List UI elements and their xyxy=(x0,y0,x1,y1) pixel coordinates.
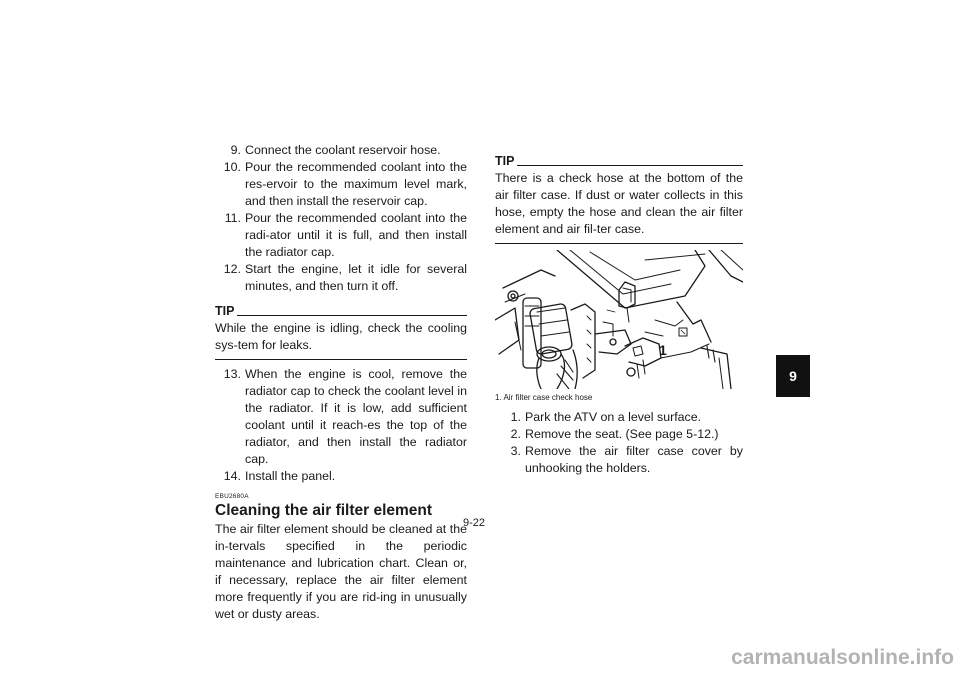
page-number: 9-22 xyxy=(463,517,486,529)
step-1: 1. Park the ATV on a level surface. xyxy=(510,410,702,424)
figure-caption: 1. Air filter case check hose xyxy=(495,393,593,402)
tip-end-rule xyxy=(495,243,743,244)
tip-header xyxy=(495,154,743,168)
section-paragraph: The air filter element should be cleaned at the in-tervals specified in the periodic maintenance and lubrication chart. Clean or, if necessary, replace the air filter element more frequently if you are rid-ing in unusually wet or dusty areas. xyxy=(215,522,467,621)
tip-rule xyxy=(517,165,743,166)
tip-end-rule xyxy=(215,359,467,360)
step-10: 10. Pour the recommended coolant into the res-ervoir to the maximum level mark, and then install the reservoir cap. xyxy=(223,160,467,208)
tip-header xyxy=(215,304,467,318)
step-2: 2. Remove the seat. (See page 5-12.) xyxy=(510,427,719,441)
tip-label: TIP xyxy=(215,304,235,318)
tip-text: While the engine is idling, check the cooling sys-tem for leaks. xyxy=(215,321,467,352)
tip-rule xyxy=(237,315,467,316)
air-filter-illustration xyxy=(495,250,743,389)
section-code: EBU2680A xyxy=(215,493,249,500)
steps-group-a xyxy=(215,142,467,295)
step-13: 13. When the engine is cool, remove the radiator cap to check the coolant level in the radiator. If it is low, add sufficient coolant until it reach-es the top of the radiator, and then install the radiator cap. xyxy=(223,367,467,466)
tip-box-check-hose xyxy=(495,154,743,244)
figure-callout-1: 1 xyxy=(659,342,667,358)
step-3: 3. Remove the air filter case cover by unhooking the holders. xyxy=(510,444,743,475)
tip-box-cooling xyxy=(215,304,467,360)
figure-air-filter-case xyxy=(495,250,743,389)
step-12: 12. Start the engine, let it idle for several minutes, and then turn it off. xyxy=(223,262,467,293)
right-column xyxy=(495,154,743,477)
watermark: carmanualsonline.info xyxy=(731,646,954,669)
step-9: 9. Connect the coolant reservoir hose. xyxy=(230,143,441,157)
tip-text: There is a check hose at the bottom of the air filter case. If dust or water collects in this hose, empty the hose and clean the air filter element and air fil-ter case. xyxy=(495,171,743,236)
step-11: 11. Pour the recommended coolant into the radi-ator until it is full, and then install the radiator cap. xyxy=(224,211,467,259)
step-14: 14. Install the panel. xyxy=(223,469,336,483)
section-heading: Cleaning the air filter element xyxy=(215,502,433,519)
steps-group-b xyxy=(215,366,467,485)
steps-group-right xyxy=(495,409,743,477)
tip-label: TIP xyxy=(495,154,515,168)
left-column xyxy=(215,142,467,623)
chapter-tab: 9 xyxy=(776,355,810,397)
